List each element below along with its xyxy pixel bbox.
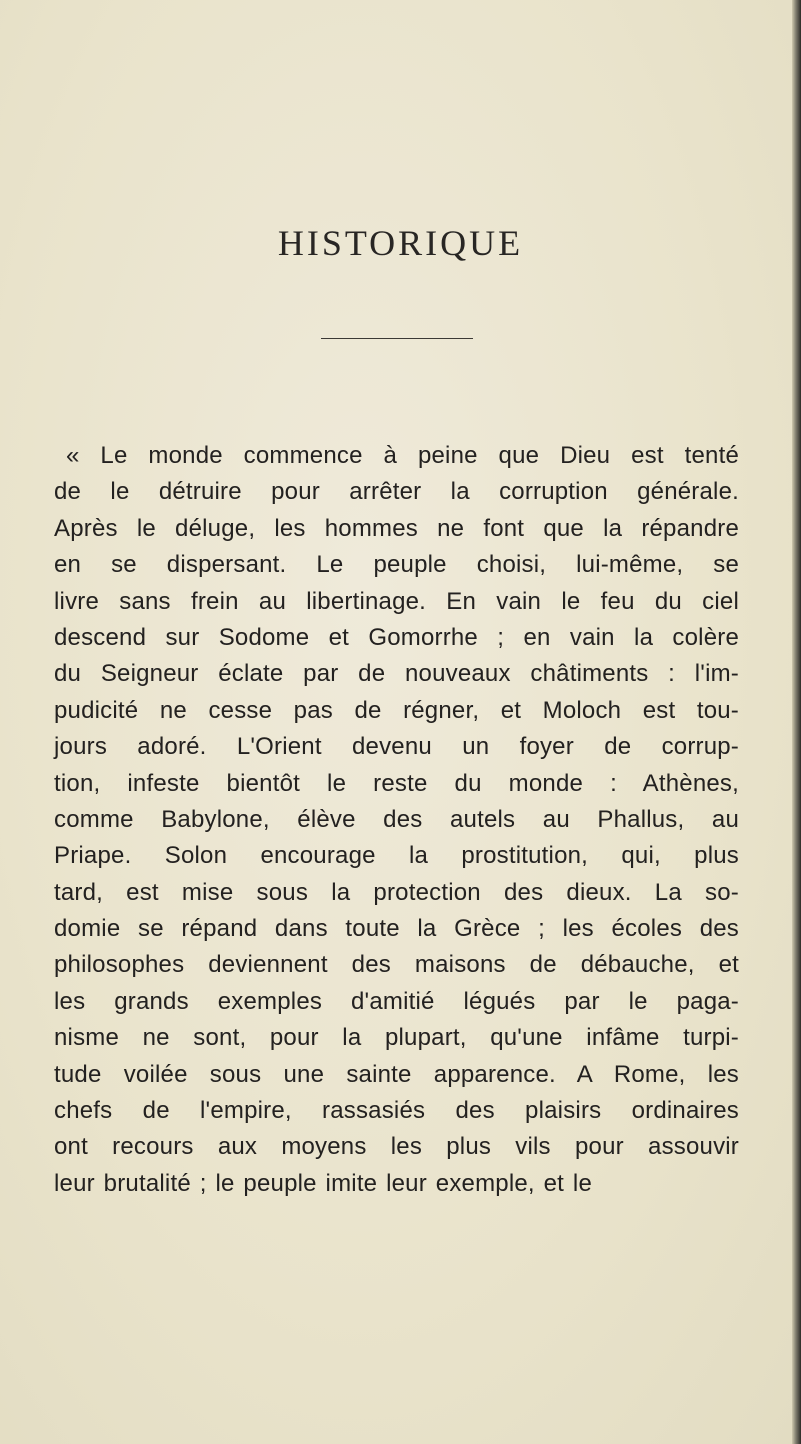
text-line: descend sur Sodome et Gomorrhe ; en vain la colère [54, 623, 739, 651]
text-line: chefs de l'empire, rassasiés des plaisirs ordinaires [54, 1097, 739, 1125]
text-line: tion, infeste bientôt le reste du monde : Athènes, [54, 769, 739, 797]
text-line: pudicité ne cesse pas de régner, et Moloch est tou- [54, 696, 739, 724]
body-paragraph [54, 438, 739, 1202]
text-line: les grands exemples d'amitié légués par le paga- [54, 987, 739, 1015]
text-line: « Le monde commence à peine que Dieu est tenté [66, 442, 739, 469]
chapter-heading: HISTORIQUE [277, 223, 524, 263]
text-line: leur brutalité ; le peuple imite leur exemple, et le [54, 1169, 593, 1197]
text-line: domie se répand dans toute la Grèce ; les écoles des [54, 915, 739, 943]
text-line: nisme ne sont, pour la plupart, qu'une infâme turpi- [54, 1024, 739, 1052]
text-line: Après le déluge, les hommes ne font que la répandre [54, 514, 739, 542]
text-line: tard, est mise sous la protection des dieux. La so- [54, 878, 739, 906]
text-line: de le détruire pour arrêter la corruption générale. [54, 478, 739, 506]
text-line: en se dispersant. Le peuple choisi, lui-même, se [54, 551, 739, 579]
text-line: tude voilée sous une sainte apparence. A Rome, les [54, 1060, 739, 1088]
heading-divider [321, 338, 473, 339]
text-line: jours adoré. L'Orient devenu un foyer de corrup- [54, 733, 739, 761]
text-line: Priape. Solon encourage la prostitution, qui, plus [54, 842, 739, 870]
text-line: comme Babylone, élève des autels au Phallus, au [54, 805, 739, 833]
page-edge-shadow [792, 0, 801, 1444]
text-line: livre sans frein au libertinage. En vain le feu du ciel [54, 587, 739, 615]
text-line: ont recours aux moyens les plus vils pour assouvir [54, 1133, 739, 1161]
text-line: philosophes deviennent des maisons de débauche, et [54, 951, 739, 979]
text-line: du Seigneur éclate par de nouveaux châtiments : l'im- [54, 660, 739, 688]
